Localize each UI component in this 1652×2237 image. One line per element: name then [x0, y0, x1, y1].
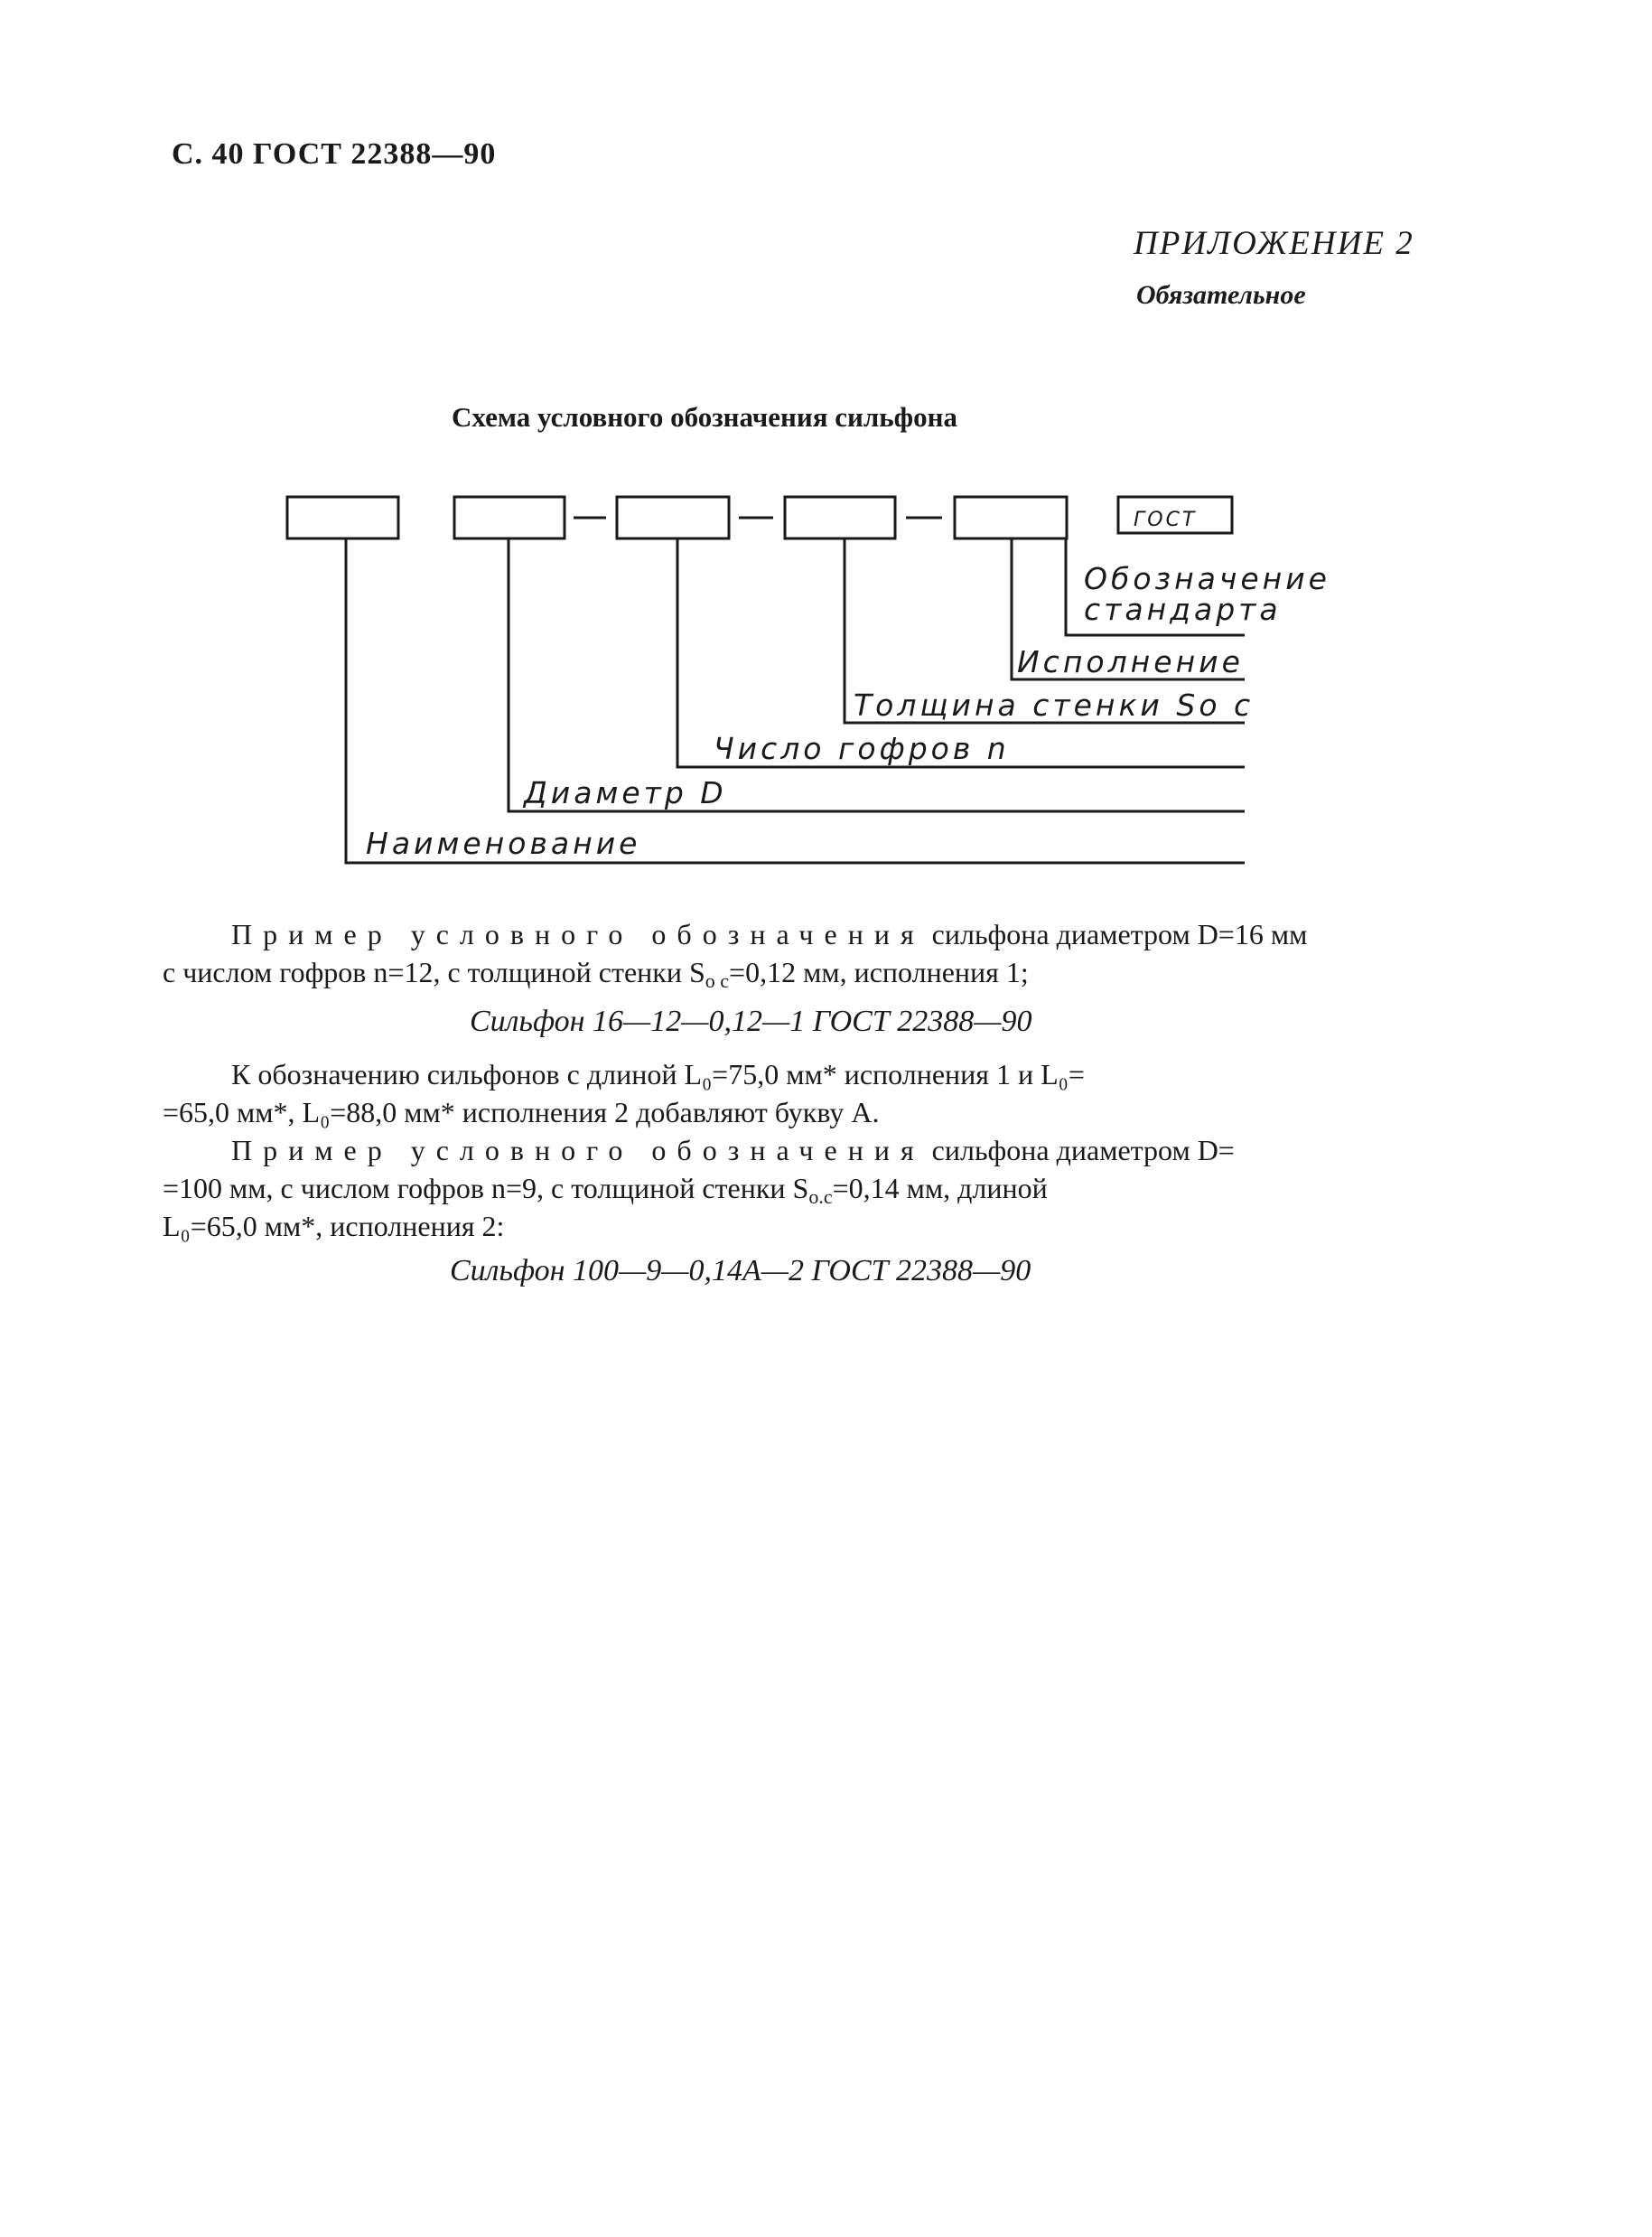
note-line1: К обозначению сильфонов с длиной L₀=75,0 мм* исполнения 1 и L₀= [231, 1058, 1085, 1090]
label-diameter: Диаметр D [524, 775, 727, 810]
example1-line2: с числом гофров n=12, с толщиной стенки $S_{о с}=0,12$ мм, исполнения 1; [163, 956, 1029, 992]
label-standard-2: стандарта [1084, 592, 1282, 627]
box-corrugations [617, 497, 729, 538]
box-version [955, 497, 1067, 538]
appendix-status: Обязательное [1136, 280, 1306, 310]
page-header: С. 40 ГОСТ 22388—90 [172, 137, 497, 171]
label-name: Наименование [366, 826, 641, 861]
scheme-title: Схема условного обозначения сильфона [452, 401, 957, 433]
box-diameter [454, 497, 565, 538]
example2-line3: L₀=65,0 мм*, исполнения 2: [163, 1210, 505, 1242]
note-line2: =65,0 мм*, L₀=88,0 мм* исполнения 2 добавляют букву А. [163, 1096, 880, 1128]
example1-designation: Сильфон 16—12—0,12—1 ГОСТ 22388—90 [470, 1005, 1032, 1038]
label-corrugations: Число гофров n [714, 731, 1010, 766]
example2-line1: Пример условного обозначения сильфона диаметром D= [231, 1134, 1235, 1166]
label-thickness: Толщина стенки Sо с [854, 688, 1255, 723]
box-name [287, 497, 398, 538]
label-version: Исполнение [1017, 644, 1244, 679]
appendix-title: ПРИЛОЖЕНИЕ 2 [1134, 225, 1414, 262]
example2-designation: Сильфон 100—9—0,14А—2 ГОСТ 22388—90 [450, 1254, 1031, 1287]
example1-line1: Пример условного обозначения сильфона диаметром D=16 мм [231, 918, 1308, 950]
designation-scheme [0, 0, 1652, 903]
label-standard-1: Обозначение [1084, 561, 1330, 596]
box-gost-label: ГОСТ [1134, 509, 1198, 531]
example2-line2: =100 мм, с числом гофров n=9, с толщиной стенки $S_{о.с}=0,14$ мм, длиной [163, 1172, 1048, 1208]
box-thickness [785, 497, 895, 538]
